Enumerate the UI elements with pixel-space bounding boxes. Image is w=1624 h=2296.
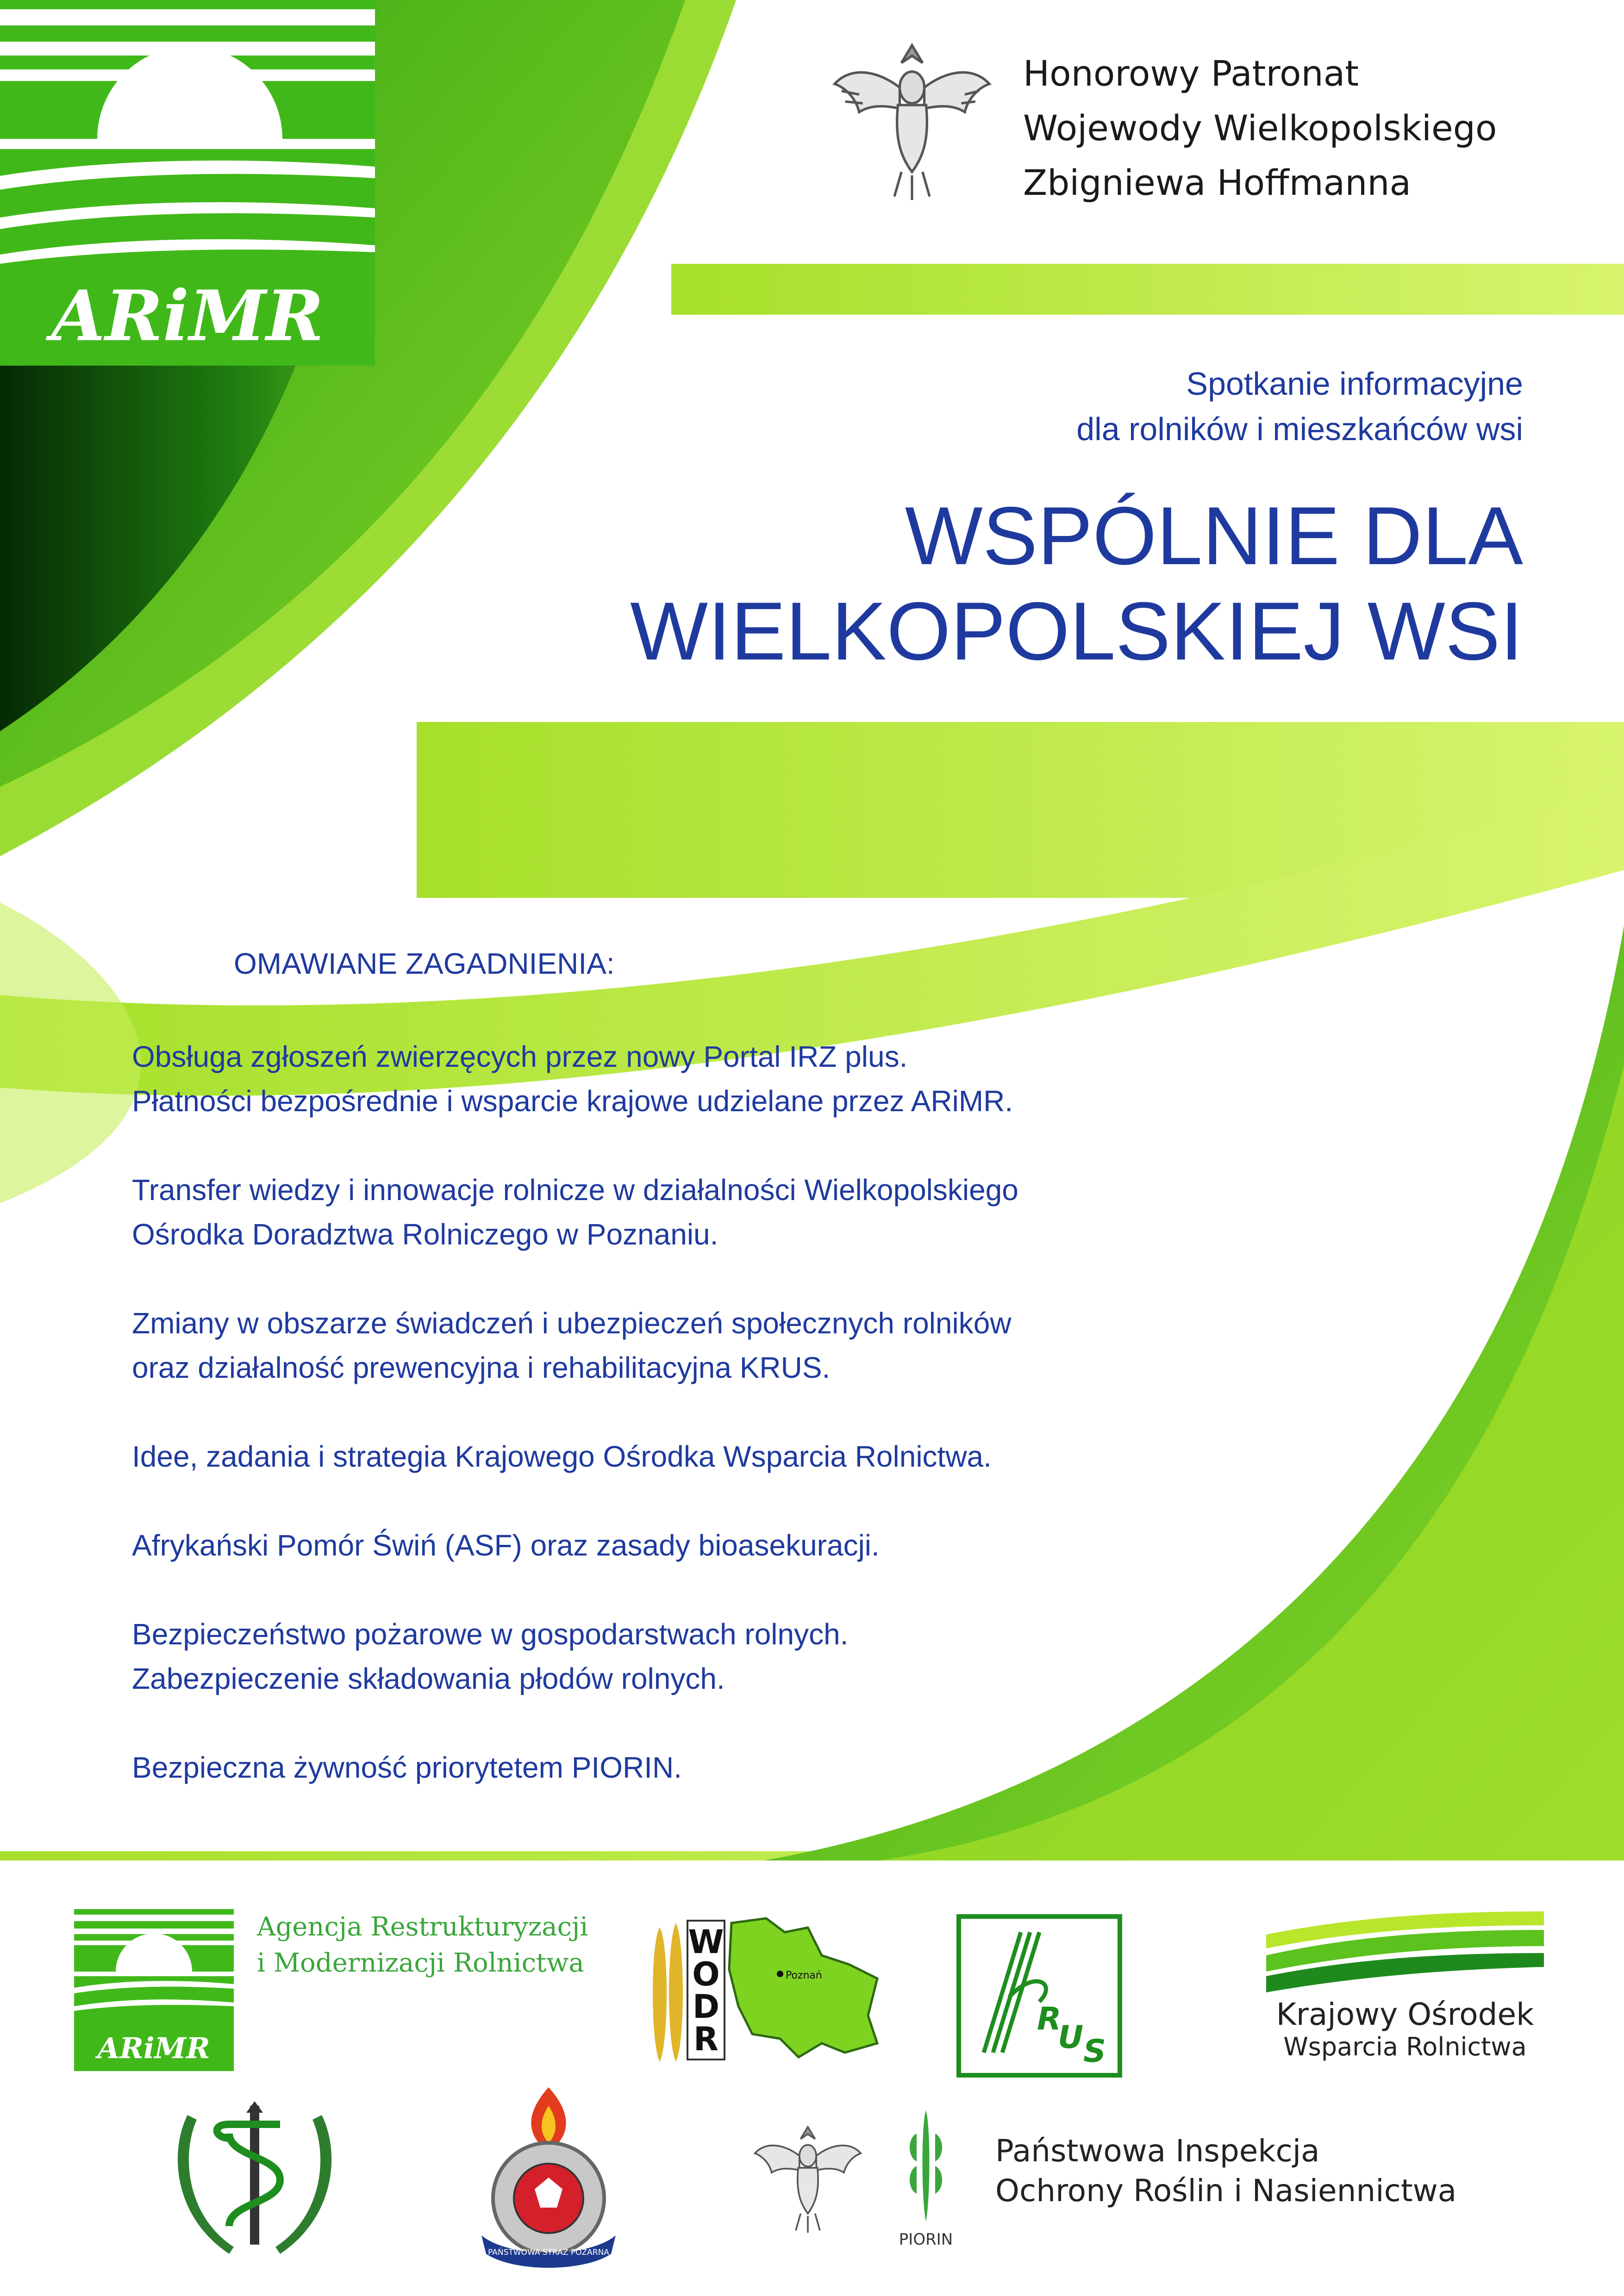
- fire-brigade-ribbon: PAŃSTWOWA STRAŻ POŻARNA: [488, 2248, 609, 2257]
- svg-text:R: R: [1037, 2001, 1062, 2037]
- topics-list: [132, 1034, 1289, 1834]
- svg-text:U: U: [1058, 2019, 1084, 2056]
- kowr-caption-line: Wsparcia Rolnictwa: [1283, 2032, 1527, 2061]
- piorin-logo-caption: [995, 2131, 1456, 2211]
- topics-heading: OMAWIANE ZAGADNIENIA:: [234, 947, 615, 980]
- kowr-logo-mark: [1266, 1911, 1544, 1995]
- topic-line: Zmiany w obszarze świadczeń i ubezpieczeń społecznych rolników: [132, 1307, 1012, 1340]
- kowr-logo-caption: [1262, 1997, 1549, 2062]
- list-item: [132, 1612, 1289, 1701]
- subtitle-line: dla rolników i mieszkańców wsi: [1076, 411, 1523, 447]
- topic-line: Zabezpieczenie składowania płodów rolnych.: [132, 1662, 725, 1695]
- list-item: [132, 1034, 1289, 1123]
- svg-text:S: S: [1083, 2033, 1106, 2070]
- patronage-line: Zbigniewa Hoffmanna: [1023, 162, 1412, 203]
- patronage-line: Honorowy Patronat: [1023, 53, 1359, 94]
- arimr-top-logo-text: ARiMR: [51, 275, 324, 357]
- topic-line: Obsługa zgłoszeń zwierzęcych przez nowy Portal IRZ plus.: [132, 1040, 908, 1073]
- topic-line: Ośrodka Doradztwa Rolniczego w Poznaniu.: [132, 1218, 718, 1251]
- list-item: [132, 1168, 1289, 1257]
- svg-text:R: R: [693, 2020, 718, 2058]
- arimr-caption-line: i Modernizacji Rolnictwa: [257, 1948, 584, 1978]
- wheat-icon: [910, 2110, 942, 2221]
- patronage-block: [1023, 46, 1497, 210]
- arimr-logo-caption: [257, 1909, 588, 1981]
- topic-line: oraz działalność prewencyjna i rehabilitacyjna KRUS.: [132, 1351, 831, 1384]
- topic-line: Bezpieczeństwo pożarowe w gospodarstwach rolnych.: [132, 1618, 849, 1651]
- arimr-logo-mark: ARiMR: [97, 2031, 210, 2065]
- topic-line: Transfer wiedzy i innowacje rolnicze w działalności Wielkopolskiego: [132, 1173, 1018, 1207]
- topic-line: Afrykański Pomór Świń (ASF) oraz zasady bioasekuracji.: [132, 1529, 880, 1562]
- arimr-logo: [74, 1909, 234, 2071]
- arimr-top-logo: [0, 0, 375, 366]
- piorin-caption-line: Państwowa Inspekcja: [995, 2133, 1320, 2169]
- list-item: [132, 1434, 1289, 1479]
- eagle-emblem-icon: [748, 2115, 868, 2245]
- title-line: WSPÓLNIE DLA: [905, 490, 1523, 582]
- patronage-line: Wojewody Wielkopolskiego: [1023, 107, 1497, 149]
- svg-text:W: W: [688, 1923, 724, 1961]
- event-title: [412, 488, 1523, 679]
- wodr-logo: [646, 1914, 887, 2066]
- eagle-emblem-icon: [824, 35, 1000, 211]
- event-subtitle: [829, 361, 1523, 452]
- list-item: [132, 1301, 1289, 1390]
- subtitle-line: Spotkanie informacyjne: [1186, 366, 1523, 402]
- list-item: [132, 1745, 1289, 1790]
- svg-text:D: D: [692, 1988, 720, 2026]
- topic-line: Płatności bezpośrednie i wsparcie krajowe udzielane przez ARiMR.: [132, 1084, 1013, 1118]
- piorin-logo: [889, 2106, 963, 2254]
- topic-line: Idee, zadania i strategia Krajowego Ośrodka Wsparcia Rolnictwa.: [132, 1440, 992, 1473]
- svg-text:O: O: [692, 1955, 720, 1993]
- arimr-caption-line: Agencja Restrukturyzacji: [257, 1912, 588, 1942]
- krus-logo: [956, 1914, 1123, 2078]
- svg-text:Poznań: Poznań: [786, 1970, 822, 1981]
- list-item: [132, 1523, 1289, 1568]
- fire-brigade-emblem-icon: [472, 2083, 625, 2277]
- topic-line: Bezpieczna żywność priorytetem PIORIN.: [132, 1751, 682, 1784]
- caduceus-icon: [160, 2097, 350, 2268]
- piorin-mark: PIORIN: [899, 2230, 953, 2249]
- title-line: WIELKOPOLSKIEJ WSI: [630, 585, 1523, 677]
- piorin-caption-line: Ochrony Roślin i Nasiennictwa: [995, 2173, 1457, 2209]
- kowr-caption-line: Krajowy Ośrodek: [1276, 1997, 1534, 2032]
- wheat-icon: [653, 1923, 683, 2062]
